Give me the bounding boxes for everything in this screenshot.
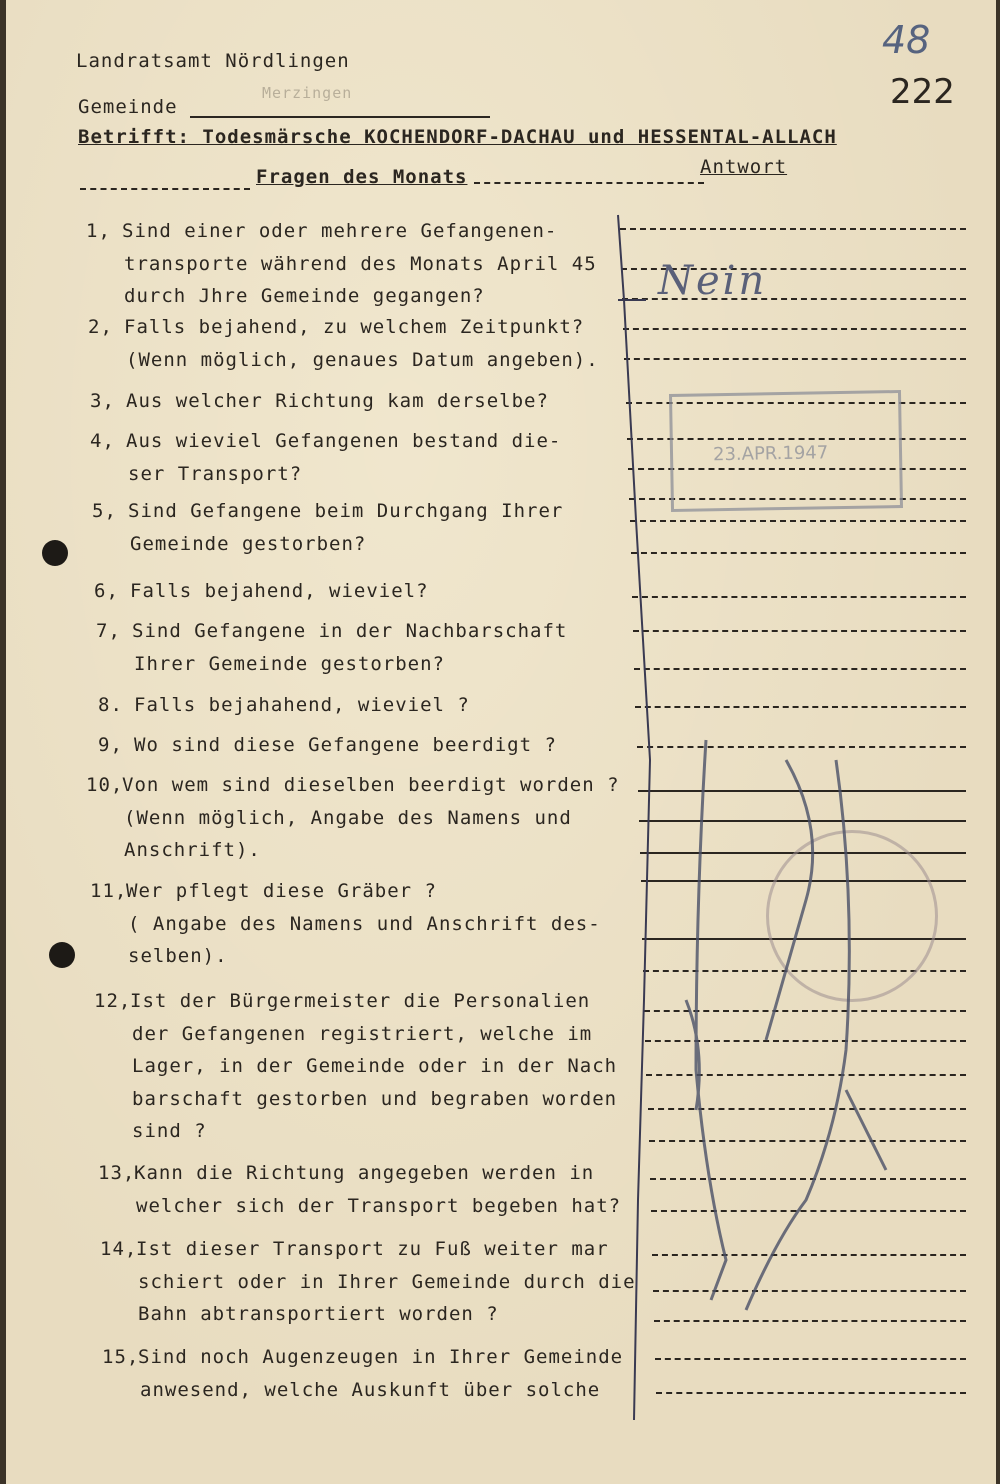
question-text: (Wenn möglich, genaues Datum angeben). xyxy=(126,349,599,371)
subject-dashes-right xyxy=(474,182,704,184)
answer-line xyxy=(631,552,966,554)
question-text: Gemeinde gestorben? xyxy=(130,533,367,555)
answer-line xyxy=(653,1290,966,1292)
question-13-line-2 xyxy=(136,1195,621,1217)
question-number: 6, xyxy=(94,580,119,602)
question-12-line-1 xyxy=(94,990,590,1012)
subject-subline: Fragen des Monats xyxy=(256,166,468,188)
question-5-line-1 xyxy=(92,500,563,522)
question-number: 13, xyxy=(98,1162,136,1184)
question-text: Sind noch Augenzeugen in Ihrer Gemeinde xyxy=(138,1346,624,1368)
question-1-line-3 xyxy=(124,285,485,307)
question-number: 14, xyxy=(100,1238,138,1260)
question-text: der Gefangenen registriert, welche im xyxy=(132,1023,593,1045)
question-9-line-1 xyxy=(98,734,557,756)
question-13-line-1 xyxy=(98,1162,594,1184)
question-text: Falls bejahend, wieviel? xyxy=(130,580,429,602)
question-number: 8. xyxy=(98,694,123,716)
received-stamp xyxy=(669,390,903,512)
question-number: 1, xyxy=(86,220,111,242)
question-text: durch Jhre Gemeinde gegangen? xyxy=(124,285,485,307)
question-14-line-2 xyxy=(138,1271,636,1293)
answer-line xyxy=(638,790,966,792)
question-number: 5, xyxy=(92,500,117,522)
received-stamp-date: 23.APR.1947 xyxy=(712,442,829,466)
question-4-line-1 xyxy=(90,430,561,452)
question-text: Lager, in der Gemeinde oder in der Nach xyxy=(132,1055,618,1077)
question-10-line-2 xyxy=(124,807,572,829)
question-7-line-2 xyxy=(134,653,445,675)
question-text: Sind Gefangene in der Nachbarschaft xyxy=(132,620,568,642)
answer-line xyxy=(639,820,966,822)
binder-hole-bottom xyxy=(49,942,75,968)
question-text: barschaft gestorben und begraben worden xyxy=(132,1088,618,1110)
question-text: ( Angabe des Namens und Anschrift des- xyxy=(128,913,601,935)
question-text: Ist der Bürgermeister die Personalien xyxy=(130,990,591,1012)
answer-line xyxy=(650,1178,966,1180)
question-12-line-3 xyxy=(132,1055,617,1077)
question-15-line-1 xyxy=(102,1346,623,1368)
subject-dashes-left xyxy=(80,188,250,190)
question-6-line-1 xyxy=(94,580,429,602)
question-text: anwesend, welche Auskunft über solche xyxy=(140,1379,601,1401)
question-text: Sind einer oder mehrere Gefangenen- xyxy=(122,220,558,242)
question-4-line-2 xyxy=(128,463,302,485)
answer-line xyxy=(654,1320,966,1322)
question-12-line-2 xyxy=(132,1023,592,1045)
answer-line xyxy=(623,328,966,330)
question-10-line-3 xyxy=(124,839,261,861)
question-number: 15, xyxy=(102,1346,140,1368)
question-12-line-5 xyxy=(132,1120,207,1142)
answer-line xyxy=(633,630,966,632)
answer-column-header: Antwort xyxy=(700,156,788,178)
answer-line xyxy=(620,228,966,230)
answer-line xyxy=(624,358,966,360)
question-text: ser Transport? xyxy=(128,463,303,485)
question-1-line-2 xyxy=(124,253,597,275)
question-text: Ist dieser Transport zu Fuß weiter mar xyxy=(136,1238,609,1260)
answer-line xyxy=(632,596,966,598)
document-page xyxy=(6,0,996,1484)
round-seal xyxy=(766,830,938,1002)
question-number: 9, xyxy=(98,734,123,756)
page-number: 222 xyxy=(890,72,955,112)
question-number: 3, xyxy=(90,390,115,412)
question-12-line-4 xyxy=(132,1088,617,1110)
question-text: Aus wieviel Gefangenen bestand die- xyxy=(126,430,562,452)
question-number: 2, xyxy=(88,316,113,338)
question-14-line-3 xyxy=(138,1303,499,1325)
question-7-line-1 xyxy=(96,620,567,642)
question-14-line-1 xyxy=(100,1238,609,1260)
question-text: (Wenn möglich, Angabe des Namens und xyxy=(124,807,572,829)
question-11-line-1 xyxy=(90,880,437,902)
question-number: 11, xyxy=(90,880,128,902)
gemeinde-value: Merzingen xyxy=(262,84,353,102)
question-text: Von wem sind dieselben beerdigt worden ? xyxy=(122,774,620,796)
question-number: 7, xyxy=(96,620,121,642)
answer-line xyxy=(645,1040,966,1042)
question-text: sind ? xyxy=(132,1120,207,1142)
answer-line xyxy=(651,1210,966,1212)
question-number: 12, xyxy=(94,990,132,1012)
answer-line xyxy=(648,1108,966,1110)
answer-line xyxy=(635,706,966,708)
question-number: 10, xyxy=(86,774,124,796)
answer-q1: Nein xyxy=(658,258,768,304)
question-text: Wer pflegt diese Gräber ? xyxy=(126,880,437,902)
answer-line xyxy=(637,746,966,748)
question-text: schiert oder in Ihrer Gemeinde durch die xyxy=(138,1271,636,1293)
answer-line xyxy=(634,668,966,670)
answer-line xyxy=(644,1010,966,1012)
question-text: Falls bejahahend, wieviel ? xyxy=(134,694,470,716)
question-text: Aus welcher Richtung kam derselbe? xyxy=(126,390,549,412)
subject-line: Betrifft: Todesmärsche KOCHENDORF-DACHAU und HESSENTAL-ALLACH xyxy=(78,126,837,148)
question-8-line-1 xyxy=(98,694,470,716)
question-text: selben). xyxy=(128,945,228,967)
question-text: Ihrer Gemeinde gestorben? xyxy=(134,653,445,675)
office-title: Landratsamt Nördlingen xyxy=(76,50,350,72)
question-2-line-2 xyxy=(126,349,599,371)
question-number: 4, xyxy=(90,430,115,452)
answer-line xyxy=(656,1392,966,1394)
question-text: transporte während des Monats April 45 xyxy=(124,253,597,275)
question-text: welcher sich der Transport begeben hat? xyxy=(136,1195,622,1217)
question-11-line-2 xyxy=(128,913,601,935)
folio-number: 48 xyxy=(882,18,931,62)
question-11-line-3 xyxy=(128,945,228,967)
question-15-line-2 xyxy=(140,1379,600,1401)
question-text: Falls bejahend, zu welchem Zeitpunkt? xyxy=(124,316,585,338)
question-text: Sind Gefangene beim Durchgang Ihrer xyxy=(128,500,564,522)
question-5-line-2 xyxy=(130,533,366,555)
gemeinde-label: Gemeinde xyxy=(78,96,178,118)
question-3-line-1 xyxy=(90,390,549,412)
answer-line xyxy=(646,1074,966,1076)
binder-hole-top xyxy=(42,540,68,566)
question-10-line-1 xyxy=(86,774,620,796)
gemeinde-underline xyxy=(190,116,490,118)
question-2-line-1 xyxy=(88,316,584,338)
question-1-line-1 xyxy=(86,220,557,242)
answer-line xyxy=(655,1358,966,1360)
answer-line xyxy=(649,1140,966,1142)
question-text: Bahn abtransportiert worden ? xyxy=(138,1303,499,1325)
answer-line xyxy=(630,520,966,522)
question-text: Anschrift). xyxy=(124,839,261,861)
question-text: Kann die Richtung angegeben werden in xyxy=(134,1162,595,1184)
answer-line xyxy=(652,1254,966,1256)
question-text: Wo sind diese Gefangene beerdigt ? xyxy=(134,734,557,756)
